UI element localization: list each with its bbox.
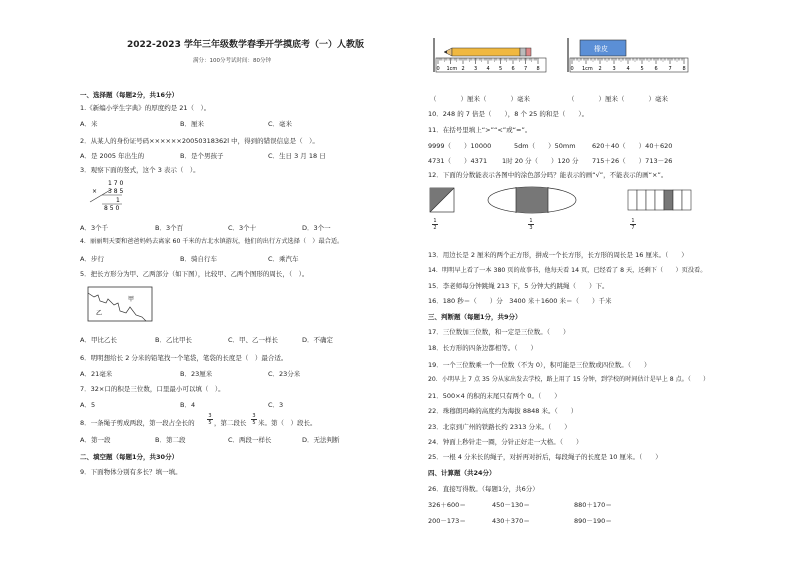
q9-blank-2-open: （ xyxy=(568,95,575,103)
q9-blank-1-open: （ xyxy=(430,95,437,103)
q8-fraction-1-denominator: 5 xyxy=(208,420,212,426)
q3-figure-line-4: 8 5 0 xyxy=(104,205,120,212)
q5-option-a[interactable]: A．甲比乙长 xyxy=(80,336,117,344)
q12-bar-segment xyxy=(664,190,673,210)
q12-fraction-2 xyxy=(528,218,534,231)
ruler-eraser-figure xyxy=(566,38,696,82)
q8-option-d[interactable]: D．无法判断 xyxy=(302,436,340,444)
q12-figures xyxy=(428,186,708,216)
question-11: 11．在括号里填上“>”“<”或“=”。 xyxy=(428,126,532,134)
q9-blank-1-mid: ）厘米（ xyxy=(460,95,487,103)
q12-ellipse-figure xyxy=(488,186,576,216)
question-19: 19．一个三位数乘一个一位数（不为 0），积可能是三位数或四位数。（ ） xyxy=(428,361,651,369)
q8-fraction-1 xyxy=(207,413,213,426)
q8-fraction-2 xyxy=(251,413,257,426)
q12-bar-segment xyxy=(637,190,646,210)
q3-option-d[interactable]: D．3个一 xyxy=(302,224,331,232)
question-3: 3．观察下面的竖式，这个 3 表示（ ）。 xyxy=(80,166,200,174)
ruler-1-tick-label: 5 xyxy=(499,66,503,72)
calc-item-1[interactable]: 326＋600＝ xyxy=(428,501,466,509)
q1-option-a[interactable]: A．米 xyxy=(80,120,98,128)
q6-option-a[interactable]: A．21毫米 xyxy=(80,370,113,378)
q12-fraction-1 xyxy=(432,218,438,231)
question-5: 5．把长方形分为甲、乙两部分（如下图），比较甲、乙两个图形的周长，（ ）。 xyxy=(80,270,309,278)
section-fill-heading: 二、填空题（每题1分，共30分） xyxy=(80,453,179,461)
q2-option-c[interactable]: C．生日 3 月 18 日 xyxy=(268,152,326,160)
q1-option-b[interactable]: B．厘米 xyxy=(180,120,204,128)
ruler-2-tick-label: 5 xyxy=(640,66,644,72)
q12-bar-segment xyxy=(673,190,682,210)
question-8-part2: ，第二段长 xyxy=(214,419,247,427)
ruler-2-tick-label: 4 xyxy=(626,66,630,72)
q12-fraction-1-denominator: 2 xyxy=(433,225,437,231)
question-18: 18．长方形的四条边都相等。（ ） xyxy=(428,344,538,352)
q5-option-b[interactable]: B．乙比甲长 xyxy=(155,336,192,344)
q3-option-c[interactable]: C．3个十 xyxy=(228,224,257,232)
section-calc-heading: 四、计算题（共24分） xyxy=(428,469,496,477)
q2-option-b[interactable]: B．是个男孩子 xyxy=(180,152,224,160)
q11-item-3[interactable]: 620＋40（ ）40＋620 xyxy=(592,142,673,150)
ruler-1-tick-label: 2 xyxy=(461,66,465,72)
page-title: 2022-2023 学年三年级数学春季开学摸底考（一）人教版 xyxy=(127,40,364,50)
q8-fraction-1-numerator: 3 xyxy=(208,413,212,419)
question-8-part3: 米。第（ ）段长。 xyxy=(258,419,317,427)
q5-label-jia: 甲 xyxy=(128,296,135,303)
question-14: 14．明明早上看了一本 380 页的故事书，他每天看 14 页，已经看了 8 天，还剩下（ ）页没看。 xyxy=(428,267,707,274)
q4-option-b[interactable]: B．骑自行车 xyxy=(180,255,217,263)
q7-option-a[interactable]: A．5 xyxy=(80,401,96,409)
ruler-pencil-figure xyxy=(432,38,552,82)
q8-option-b[interactable]: B．第二段 xyxy=(155,436,186,444)
q9-blank-2-end: ）毫米 xyxy=(648,95,668,103)
calc-item-6[interactable]: 890－190＝ xyxy=(574,517,612,525)
question-6: 6．明明想给长 2 分米的铅笔找一个笔袋，笔袋的长度是（ ）最合适。 xyxy=(80,354,288,362)
question-15: 15．李老师每分钟跳绳 213 下，5 分钟大约跳绳（ ）下。 xyxy=(428,282,609,290)
q12-bar-segment xyxy=(655,190,664,210)
section-choice-heading: 一、选择题（每题2分，共16分） xyxy=(80,91,179,99)
q9-blank-2-mid: ）厘米（ xyxy=(598,95,625,103)
q11-item-6[interactable]: 715＋26（ ）713－26 xyxy=(592,157,673,165)
q12-fraction-3-numerator: 1 xyxy=(631,218,635,224)
q8-fraction-2-denominator: 5 xyxy=(252,420,256,426)
q9-blank-1[interactable] xyxy=(430,95,530,103)
question-7: 7．32×口的积是三位数，口里最小可以填（ ）。 xyxy=(80,385,225,393)
ruler-2-tick-label: 8 xyxy=(682,66,686,72)
q8-fraction-2-numerator: 3 xyxy=(252,413,256,419)
q12-square-figure xyxy=(430,188,454,212)
q12-fraction-3 xyxy=(630,218,636,231)
q6-option-c[interactable]: C．23分米 xyxy=(268,370,301,378)
eraser-label: 橡皮 xyxy=(594,45,608,53)
q4-option-c[interactable]: C．乘汽车 xyxy=(268,255,299,263)
q3-option-b[interactable]: B．3个百 xyxy=(155,224,184,232)
page-subtitle: 满分：100分考试时间：80分钟 xyxy=(193,58,271,64)
q9-blank-2[interactable] xyxy=(568,95,668,103)
ruler-2-tick-label: 6 xyxy=(654,66,658,72)
q3-figure-line-2: 3 8 5 xyxy=(108,188,124,195)
ruler-1-tick-label: 6 xyxy=(511,66,515,72)
question-12: 12．下面的分数能表示各图中的涂色部分吗？能表示的画“√”，不能表示的画“×”。 xyxy=(428,171,668,179)
calc-item-4[interactable]: 200－173＝ xyxy=(428,517,466,525)
q11-item-5[interactable]: 1时 20 分（ ）120 分 xyxy=(502,157,579,165)
question-16: 16．180 秒＝（ ）分 3400 米＋1600 米＝（ ）千米 xyxy=(428,297,612,305)
q12-fraction-2-denominator: 3 xyxy=(529,225,533,231)
q7-option-c[interactable]: C．3 xyxy=(268,401,284,409)
q6-option-b[interactable]: B．23厘米 xyxy=(180,370,213,378)
question-24: 24．钟面上秒针走一圈，分针正好走一大格。（ ） xyxy=(428,438,583,446)
calc-item-2[interactable]: 450－130＝ xyxy=(492,501,530,509)
q8-option-a[interactable]: A．第一段 xyxy=(80,436,111,444)
question-8-part1: 8．一条绳子剪成两段，第一段占全长的 xyxy=(80,419,195,427)
q5-rectangle-figure xyxy=(86,285,156,325)
q11-item-2[interactable]: 5dm（ ）50mm xyxy=(514,142,576,150)
q4-option-a[interactable]: A．步行 xyxy=(80,255,104,263)
ruler-1-tick-label: 8 xyxy=(536,66,540,72)
question-4: 4．丽丽明天要和爸爸妈妈去离家 60 千米的古北水镇游玩，他们的出行方式选择（ ）最合适。 xyxy=(80,238,344,245)
q12-bar-segment xyxy=(628,190,637,210)
ruler-1-tick-label: 7 xyxy=(524,66,528,72)
q8-option-c[interactable]: C．两段一样长 xyxy=(228,436,272,444)
q9-blank-1-end: ）毫米 xyxy=(510,95,530,103)
question-1: 1.《新编小学生字典》的厚度约是 21（ ）。 xyxy=(80,104,211,112)
q12-fraction-1-numerator: 1 xyxy=(433,218,437,224)
ruler-1-tick-label: 1cm xyxy=(446,66,458,72)
q3-vertical-multiplication-figure xyxy=(88,176,128,216)
q5-option-d[interactable]: D．不确定 xyxy=(302,336,334,344)
q12-bar-segment xyxy=(682,190,691,210)
ruler-2-tick-label: 0 xyxy=(570,66,574,72)
ruler-1-tick-label: 3 xyxy=(474,66,478,72)
q3-multiply-sign: × xyxy=(92,188,98,195)
question-26: 26．直接写得数。（每题1分，共6分） xyxy=(428,485,539,493)
q3-option-a[interactable]: A．3个千 xyxy=(80,224,109,232)
question-10: 10．248 的 7 倍是（ ），8 个 25 的和是（ ）。 xyxy=(428,110,589,118)
ruler-2-tick-label: 1cm xyxy=(582,66,593,72)
q12-fraction-3-denominator: 7 xyxy=(631,225,635,231)
q11-item-1[interactable]: 9999（ ）10000 xyxy=(428,142,492,150)
q5-label-yi: 乙 xyxy=(96,310,103,317)
question-20: 20．小明早上 7 点 35 分从家出发去学校，路上用了 15 分钟，到学校的时间估计是早上 8 点。（ ） xyxy=(428,376,710,383)
q11-item-4[interactable]: 4731（ ）4371 xyxy=(428,157,488,165)
ruler-1-tick-label: 4 xyxy=(486,66,490,72)
question-25: 25．一根 4 分米长的绳子，对折再对折后，每段绳子的长度是 10 厘米。（ ） xyxy=(428,453,662,461)
question-9: 9．下面物体分别有多长？填一填。 xyxy=(80,468,182,476)
calc-item-3[interactable]: 880＋170＝ xyxy=(574,501,612,509)
q12-bar-segment xyxy=(646,190,655,210)
ruler-2-tick-label: 3 xyxy=(612,66,616,72)
q12-fraction-2-numerator: 1 xyxy=(529,218,533,224)
question-17: 17．三位数加三位数，和一定是三位数。（ ） xyxy=(428,328,570,336)
q5-option-c[interactable]: C．甲、乙一样长 xyxy=(228,336,279,344)
question-21: 21．500×4 的积的末尾只有两个 0。（ ） xyxy=(428,392,561,400)
question-23: 23．北京到广州的铁路长约 2313 分米。（ ） xyxy=(428,423,571,431)
q1-option-c[interactable]: C．毫米 xyxy=(268,120,293,128)
q3-figure-line-1: 1 7 0 xyxy=(108,180,124,187)
section-judge-heading: 三、判断题（每题1分，共9分） xyxy=(428,313,522,321)
q2-option-a[interactable]: A．是 2005 年出生的 xyxy=(80,152,145,160)
calc-item-5[interactable]: 430＋370＝ xyxy=(492,517,530,525)
ruler-2-tick-label: 2 xyxy=(598,66,602,72)
question-2: 2．从某人的身份证号码××××××20050318362l 中，得到的错误信息是（ ）。 xyxy=(80,137,319,145)
question-13: 13．用边长是 2 厘米的两个正方形，拼成一个长方形，长方形的周长是 16 厘米。（ ） xyxy=(428,251,688,259)
q3-figure-line-3: 1 xyxy=(116,197,120,204)
ruler-1-tick-label: 0 xyxy=(436,66,440,72)
q7-option-b[interactable]: B．4 xyxy=(180,401,196,409)
ruler-2-tick-label: 7 xyxy=(668,66,672,72)
question-22: 22．珠穆朗玛峰的高度约为海拔 8848 米。（ ） xyxy=(428,407,578,415)
q12-bar-figure xyxy=(628,190,691,210)
pencil xyxy=(444,48,531,56)
